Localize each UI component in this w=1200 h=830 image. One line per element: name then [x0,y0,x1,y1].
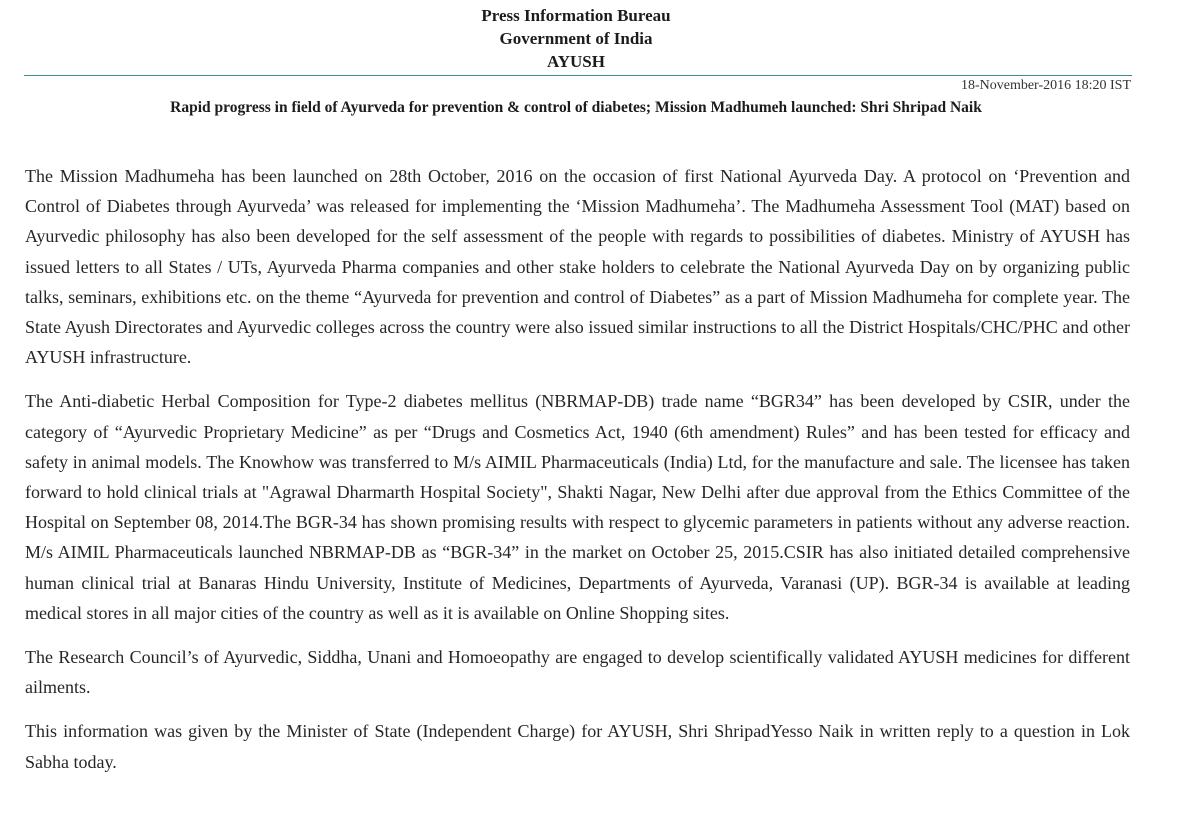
header-ministry: AYUSH [547,52,605,71]
body-paragraph: The Mission Madhumeha has been launched on 28th October, 2016 on the occasion of first National Ayurveda Day. A protocol on ‘Prevention and Control of Diabetes through Ayurveda’ was released for implementing the ‘Mission Madhumeha’. The Madhumeha Assessment Tool (MAT) based on Ayurvedic philosophy has also been developed for the self assessment of the people with regards to possibilities of diabetes. Ministry of AYUSH has issued letters to all States / UTs, Ayurveda Pharma companies and other stake holders to celebrate the National Ayurveda Day on by organizing public talks, seminars, exhibitions etc. on the theme “Ayurveda for prevention and control of Diabetes” as a part of Mission Madhumeha for complete year. The State Ayush Directorates and Ayurvedic colleges across the country were also issued similar instructions to all the District Hospitals/CHC/PHC and other AYUSH infrastructure. [25,166,1130,368]
header-bureau: Press Information Bureau [481,6,671,25]
release-title: Rapid progress in field of Ayurveda for prevention & control of diabetes; Mission Madhumeh launched: Shri Shripad Naik [170,99,982,116]
body-paragraph: This information was given by the Minister of State (Independent Charge) for AYUSH, Shri ShripadYesso Naik in written reply to a question in Lok Sabha today. [25,721,1130,772]
release-dateline: 18-November-2016 18:20 IST [960,78,1131,93]
release-header [0,4,1152,73]
header-divider [24,75,1132,76]
release-body [25,161,1130,791]
body-paragraph: The Anti-diabetic Herbal Composition for Type-2 diabetes mellitus (NBRMAP-DB) trade name “BGR34” has been developed by CSIR, under the category of “Ayurvedic Proprietary Medicine” as per “Drugs and Cosmetics Act, 1940 (6th amendment) Rules” and has been tested for efficacy and safety in animal models. The Knowhow was transferred to M/s AIMIL Pharmaceuticals (India) Ltd, for the manufacture and sale. The licensee has taken forward to hold clinical trials at "Agrawal Dharmarth Hospital Society", Shakti Nagar, New Delhi after due approval from the Ethics Committee of the Hospital on September 08, 2014.The BGR-34 has shown promising results with respect to glycemic parameters in patients without any adverse reaction. M/s AIMIL Pharmaceuticals launched NBRMAP-DB as “BGR-34” in the market on October 25, 2015.CSIR has also initiated detailed comprehensive human clinical trial at Banaras Hindu University, Institute of Medicines, Departments of Ayurveda, Varanasi (UP). BGR-34 is available at leading medical stores in all major cities of the country as well as it is available on Online Shopping sites. [25,391,1130,623]
header-government: Government of India [499,29,653,48]
body-paragraph: The Research Council’s of Ayurvedic, Siddha, Unani and Homoeopathy are engaged to develop scientifically validated AYUSH medicines for different ailments. [25,647,1130,698]
